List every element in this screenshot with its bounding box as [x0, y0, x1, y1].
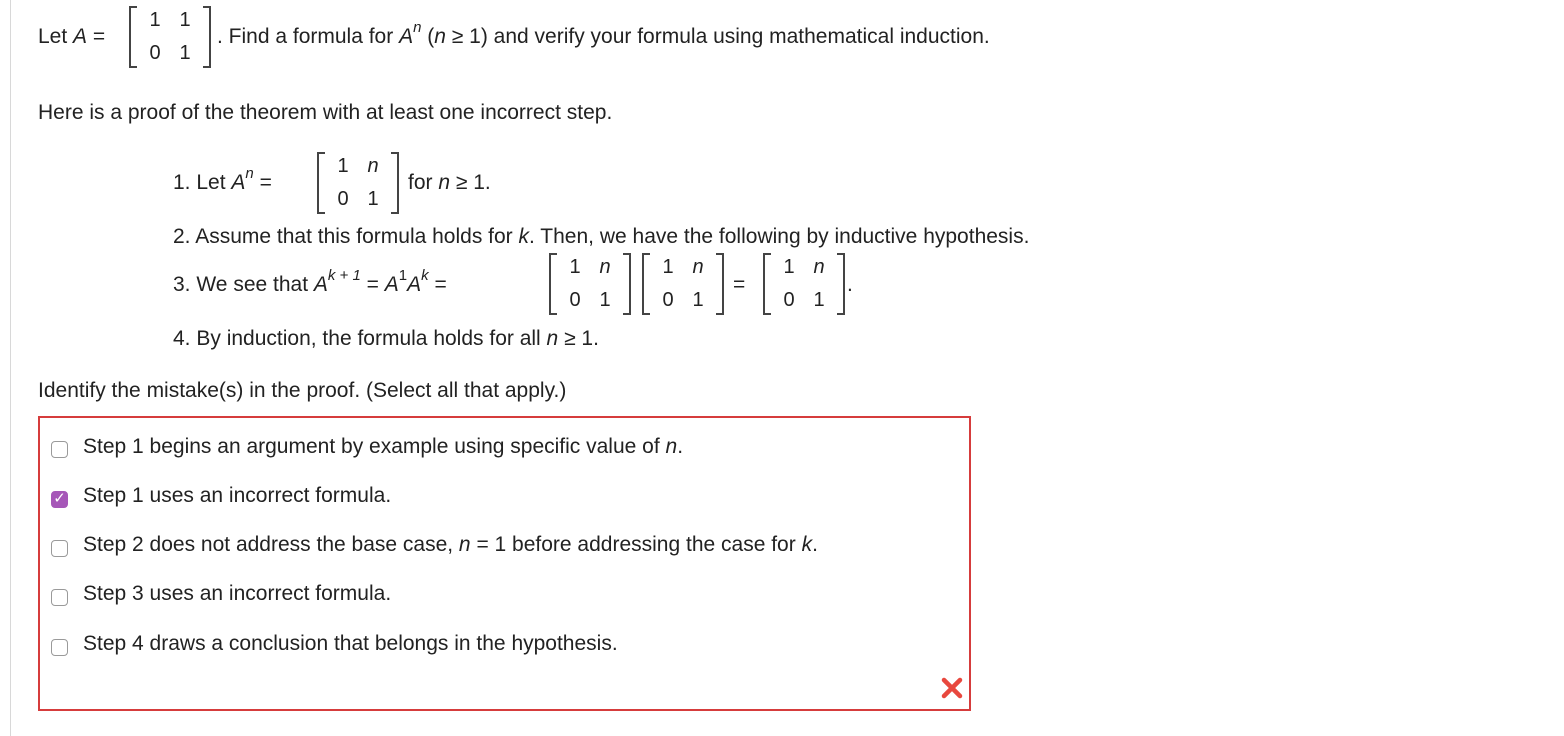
matrix-cell: 1 [662, 256, 674, 278]
question-text: Let A = [38, 25, 106, 48]
matrix-cell: n [813, 256, 825, 278]
step-1: 1. Let $A^n$ = [173, 165, 272, 194]
matrix-cell: 1 [367, 188, 379, 210]
left-border [10, 0, 11, 736]
matrix-cell: 1 [783, 256, 795, 278]
option-2-label[interactable]: Step 1 uses an incorrect formula. [83, 484, 392, 507]
matrix-step1 [317, 152, 399, 214]
question-text-rest: . Find a formula for $A^n$ (n ≥ 1) and verify your formula using mathematical induction. [217, 19, 990, 48]
matrix-cell: n [599, 256, 611, 278]
matrix-cell: 1 [569, 256, 581, 278]
option-3-checkbox[interactable] [51, 540, 68, 557]
matrix-cell: 0 [662, 289, 674, 311]
option-4-label[interactable]: Step 3 uses an incorrect formula. [83, 582, 392, 605]
option-4-checkbox[interactable] [51, 589, 68, 606]
matrix-A [129, 6, 211, 68]
step-3: 3. We see that $A^{k + 1} = A^1A^k$ = [173, 267, 447, 296]
option-2-checkbox[interactable] [51, 491, 68, 508]
intro-text: Here is a proof of the theorem with at least one incorrect step. [38, 101, 613, 124]
matrix-step3-1 [549, 253, 631, 315]
matrix-cell: n [367, 155, 379, 177]
answer-options-box [38, 416, 971, 711]
matrix-cell: 1 [599, 289, 611, 311]
option-3-label[interactable]: Step 2 does not address the base case, n = 1 before addressing the case for k. [83, 533, 818, 556]
matrix-step3-2 [642, 253, 724, 315]
matrix-step3-3 [763, 253, 845, 315]
matrix-cell: 0 [569, 289, 581, 311]
matrix-cell: 1 [813, 289, 825, 311]
matrix-cell: 0 [783, 289, 795, 311]
option-5-label[interactable]: Step 4 draws a conclusion that belongs in the hypothesis. [83, 632, 618, 655]
matrix-cell: 1 [179, 9, 191, 31]
matrix-cell: 1 [149, 9, 161, 31]
step-1-rest: for n ≥ 1. [408, 171, 491, 194]
option-1-label[interactable]: Step 1 begins an argument by example using specific value of n. [83, 435, 684, 458]
checkmark-icon: ✓ [53, 490, 66, 507]
matrix-cell: 1 [692, 289, 704, 311]
step-3-period: . [847, 273, 853, 296]
matrix-cell: 0 [149, 42, 161, 64]
step-4: 4. By induction, the formula holds for all n ≥ 1. [173, 327, 599, 350]
matrix-cell: n [692, 256, 704, 278]
matrix-cell: 0 [337, 188, 349, 210]
step-3-equals: = [733, 273, 746, 296]
select-prompt: Identify the mistake(s) in the proof. (Select all that apply.) [38, 379, 567, 402]
option-1-checkbox[interactable] [51, 441, 68, 458]
step-2: 2. Assume that this formula holds for k. Then, we have the following by inductive hypothesis. [173, 225, 1030, 248]
matrix-cell: 1 [337, 155, 349, 177]
matrix-cell: 1 [179, 42, 191, 64]
x-mark-icon [940, 676, 964, 700]
option-5-checkbox[interactable] [51, 639, 68, 656]
